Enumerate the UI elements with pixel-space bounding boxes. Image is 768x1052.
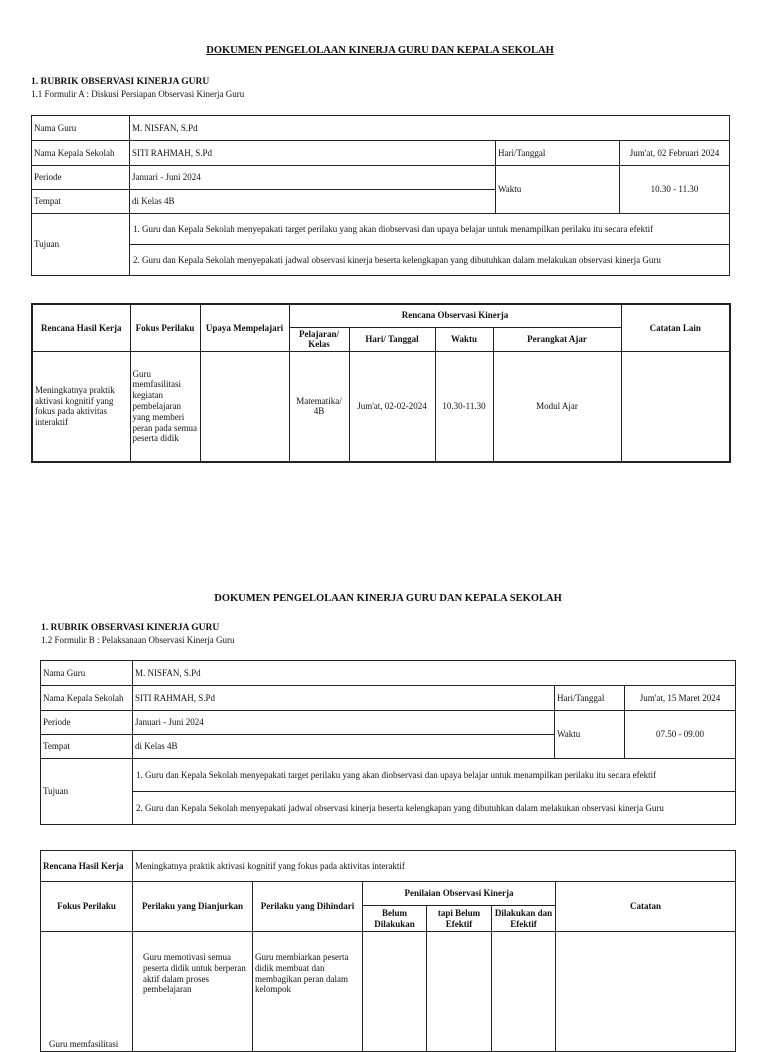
label-waktu: Waktu [555,711,625,759]
header-perangkat-ajar: Perangkat Ajar [493,327,621,352]
label-waktu: Waktu [496,166,620,214]
cell-fokus-perilaku: Guru memfasilitasi kegiatan pembelajaran yang memberi peran pada semua peserta didik [130,352,200,462]
doc1-plan-table [31,303,731,463]
header-penilaian-observasi: Penilaian Observasi Kinerja [363,882,556,906]
header-perilaku-dihindari: Perilaku yang Dihindari [253,882,363,932]
header-tapi-belum-efektif: tapi Belum Efektif [427,906,492,932]
cell-upaya-mempelajari [200,352,289,462]
value-periode: Januari - Juni 2024 [133,711,555,735]
value-kepala-sekolah: SITI RAHMAH, S.Pd [130,141,496,166]
value-nama-guru: M. NISFAN, S.Pd [130,116,730,141]
header-rencana-hasil-kerja: Rencana Hasil Kerja [32,304,130,352]
header-upaya-mempelajari: Upaya Mempelajari [200,304,289,352]
cell-waktu: 10.30-11.30 [435,352,493,462]
doc2-title: DOKUMEN PENGELOLAAN KINERJA GURU DAN KEPALA SEKOLAH [214,593,562,604]
cell-catatan-lain [621,352,730,462]
cell-hari-tanggal: Jum'at, 02-02-2024 [349,352,435,462]
header-dilakukan-efektif: Dilakukan dan Efektif [492,906,556,932]
cell-tapi-belum-efektif [427,932,492,1052]
label-nama-guru: Nama Guru [41,661,133,686]
header-belum-dilakukan: Belum Dilakukan [363,906,427,932]
doc1-subsection-heading: 1.1 Formulir A : Diskusi Persiapan Observasi Kinerja Guru [31,89,245,99]
header-perilaku-dianjurkan: Perilaku yang Dianjurkan [133,882,253,932]
cell-rencana-hasil-kerja: Meningkatnya praktik aktivasi kognitif yang fokus pada aktivitas interaktif [32,352,130,462]
value-tempat: di Kelas 4B [133,735,555,759]
header-waktu: Waktu [435,327,493,352]
doc2-section-heading: 1. RUBRIK OBSERVASI KINERJA GURU [41,623,220,633]
header-fokus-perilaku: Fokus Perilaku [130,304,200,352]
value-tempat: di Kelas 4B [130,190,496,214]
value-hari-tanggal: Jum'at, 02 Februari 2024 [620,141,730,166]
cell-perilaku-dihindari: Guru membiarkan peserta didik membuat dan membagikan peran dalam kelompok [253,932,363,1052]
doc2-assessment-table [40,850,736,1052]
value-waktu: 10.30 - 11.30 [620,166,730,214]
label-tempat: Tempat [41,735,133,759]
header-hari-tanggal: Hari/ Tanggal [349,327,435,352]
header-rencana-observasi: Rencana Observasi Kinerja [289,304,621,327]
doc1-info-table [31,115,730,276]
label-hari-tanggal: Hari/Tanggal [555,686,625,711]
cell-catatan [556,932,736,1052]
value-waktu: 07.50 - 09.00 [625,711,736,759]
cell-perilaku-dianjurkan: Guru memotivasi semua peserta didik untuk berperan aktif dalam proses pembelajaran [133,932,253,1052]
header-pelajaran-kelas: Pelajaran/ Kelas [289,327,349,352]
tujuan-item-1: 1. Guru dan Kepala Sekolah menyepakati target perilaku yang akan diobservasi dan upaya belajar untuk menampilkan perilaku itu secara efektif [133,759,736,792]
label-hari-tanggal: Hari/Tanggal [496,141,620,166]
value-rencana-hasil-kerja: Meningkatnya praktik aktivasi kognitif yang fokus pada aktivitas interaktif [133,851,736,882]
tujuan-item-2: 2. Guru dan Kepala Sekolah menyepakati jadwal observasi kinerja beserta kelengkapan yang dibutuhkan dalam melakukan observasi kinerja Guru [130,245,730,276]
tujuan-item-2: 2. Guru dan Kepala Sekolah menyepakati jadwal observasi kinerja beserta kelengkapan yang dibutuhkan dalam melakukan observasi kinerja Guru [133,792,736,825]
value-periode: Januari - Juni 2024 [130,166,496,190]
label-tujuan: Tujuan [41,759,133,825]
cell-pelajaran-kelas: Matematika/ 4B [289,352,349,462]
tujuan-item-1: 1. Guru dan Kepala Sekolah menyepakati target perilaku yang akan diobservasi dan upaya belajar untuk menampilkan perilaku itu secara efektif [130,214,730,245]
cell-dilakukan-efektif [492,932,556,1052]
label-kepala-sekolah: Nama Kepala Sekolah [41,686,133,711]
value-nama-guru: M. NISFAN, S.Pd [133,661,736,686]
header-fokus-perilaku: Fokus Perilaku [41,882,133,932]
value-hari-tanggal: Jum'at, 15 Maret 2024 [625,686,736,711]
label-periode: Periode [41,711,133,735]
cell-fokus-perilaku: Guru memfasilitasi [41,932,133,1052]
header-catatan-lain: Catatan Lain [621,304,730,352]
doc1-title: DOKUMEN PENGELOLAAN KINERJA GURU DAN KEPALA SEKOLAH [206,45,554,56]
header-catatan: Catatan [556,882,736,932]
doc1-section-heading: 1. RUBRIK OBSERVASI KINERJA GURU [31,77,210,87]
label-tempat: Tempat [32,190,130,214]
doc2-subsection-heading: 1.2 Formulir B : Pelaksanaan Observasi Kinerja Guru [41,635,235,645]
label-periode: Periode [32,166,130,190]
cell-belum-dilakukan [363,932,427,1052]
label-kepala-sekolah: Nama Kepala Sekolah [32,141,130,166]
cell-perangkat-ajar: Modul Ajar [493,352,621,462]
doc2-info-table [40,660,736,825]
value-kepala-sekolah: SITI RAHMAH, S.Pd [133,686,555,711]
label-rencana-hasil-kerja: Rencana Hasil Kerja [41,851,133,882]
label-nama-guru: Nama Guru [32,116,130,141]
label-tujuan: Tujuan [32,214,130,276]
